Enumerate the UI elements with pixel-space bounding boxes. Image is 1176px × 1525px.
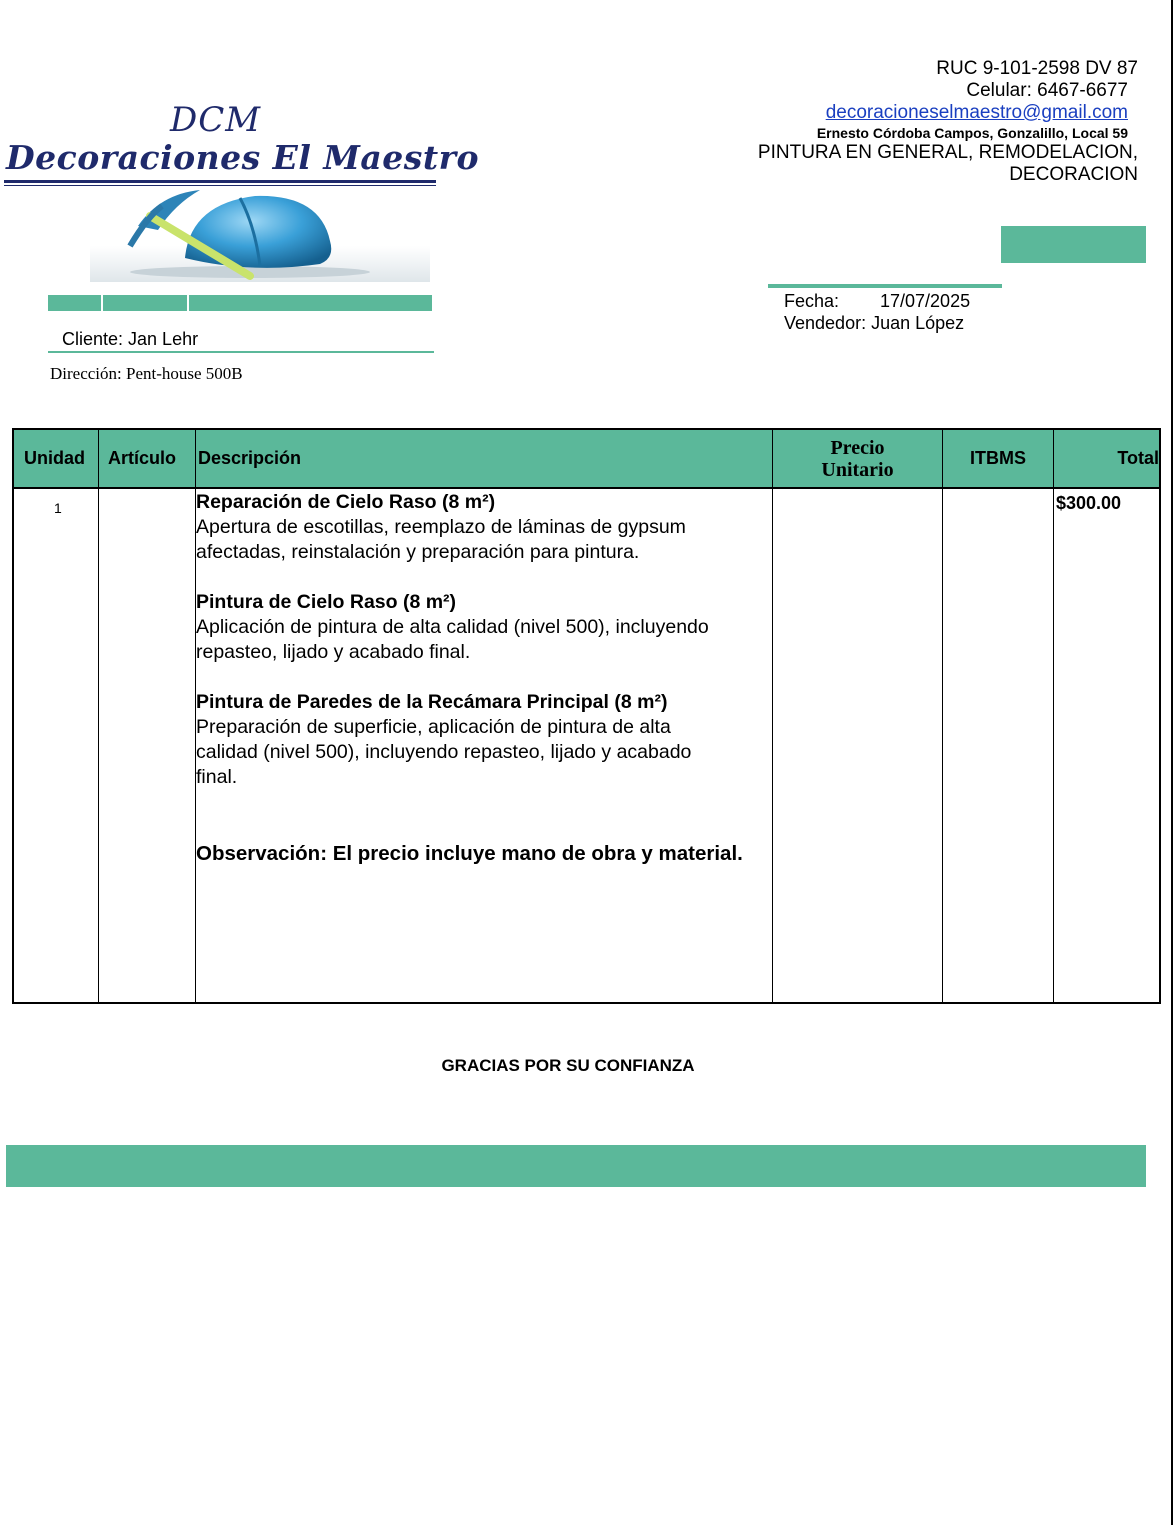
cliente: Cliente: Jan Lehr [62,329,199,349]
item-title: Reparación de Cielo Raso (8 m²) [196,491,496,513]
date-vendor-block [784,290,970,334]
company-address: Ernesto Córdoba Campos, Gonzalillo, Local 59 [816,125,1128,141]
list-item [196,590,771,665]
company-info [758,58,1138,186]
fecha-value: 17/07/2025 [880,291,971,311]
column-divider [98,430,99,1002]
helmet-pickaxe-logo-icon [90,186,430,282]
item-title: Pintura de Paredes de la Recámara Principal (8 m²) [196,691,668,713]
logo-wordmark: Decoraciones El Maestro [6,138,479,177]
fecha-label: Fecha: [784,291,840,311]
services-line-1: PINTURA EN GENERAL, REMODELACION, [757,142,1138,163]
header-descripcion: Descripción [198,448,302,468]
item-line: Apertura de escotillas, reemplazo de láminas de gypsum [196,516,686,538]
cell-total: $300.00 [1056,493,1122,513]
thanks-message: GRACIAS POR SU CONFIANZA [441,1056,695,1075]
header-precio-line1: Precio [830,436,885,459]
item-line: repasteo, lijado y acabado final. [196,641,471,663]
logo-monogram: DCM [170,100,262,140]
email-link[interactable]: decoracioneselmaestro@gmail.com [825,102,1128,123]
column-divider [942,430,943,1002]
item-title: Pintura de Cielo Raso (8 m²) [196,591,457,613]
direccion: Dirección: Pent-house 500B [50,364,243,383]
item-line: afectadas, reinstalación y preparación para pintura. [196,541,640,563]
accent-bar-left [48,295,432,311]
cliente-underline [48,351,434,353]
cell-descripcion [196,490,771,866]
phone: Celular: 6467-6677 [966,80,1128,101]
accent-line-right [768,284,1002,288]
cell-unidad: 1 [54,500,62,516]
accent-bar-separator [187,295,189,311]
item-line: calidad (nivel 500), incluyendo repasteo, lijado y acabado [196,741,692,763]
page-right-border [1171,0,1173,1525]
item-line: Preparación de superficie, aplicación de pintura de alta [196,716,671,738]
accent-bar-separator [101,295,103,311]
ruc: RUC 9-101-2598 DV 87 [936,58,1138,79]
vendedor: Vendedor: Juan López [784,313,965,333]
services-line-2: DECORACION [1009,164,1138,185]
header-unidad: Unidad [24,448,85,468]
list-item [196,690,771,790]
column-divider [1053,430,1054,1002]
item-line: final. [196,766,238,788]
quote-table [12,428,1161,1004]
footer-accent-bar [6,1145,1146,1187]
header-itbms: ITBMS [970,448,1026,468]
header-articulo: Artículo [108,448,177,468]
observacion: Observación: El precio incluye mano de obra y material. [196,842,743,865]
list-item [196,490,771,565]
header-precio-unitario [773,430,942,487]
logo-underline [4,180,436,183]
column-divider [772,430,773,1002]
header-precio-line2: Unitario [821,458,894,481]
accent-box [1001,226,1146,263]
header-total: Total [1117,448,1159,468]
item-line: Aplicación de pintura de alta calidad (nivel 500), incluyendo [196,616,709,638]
